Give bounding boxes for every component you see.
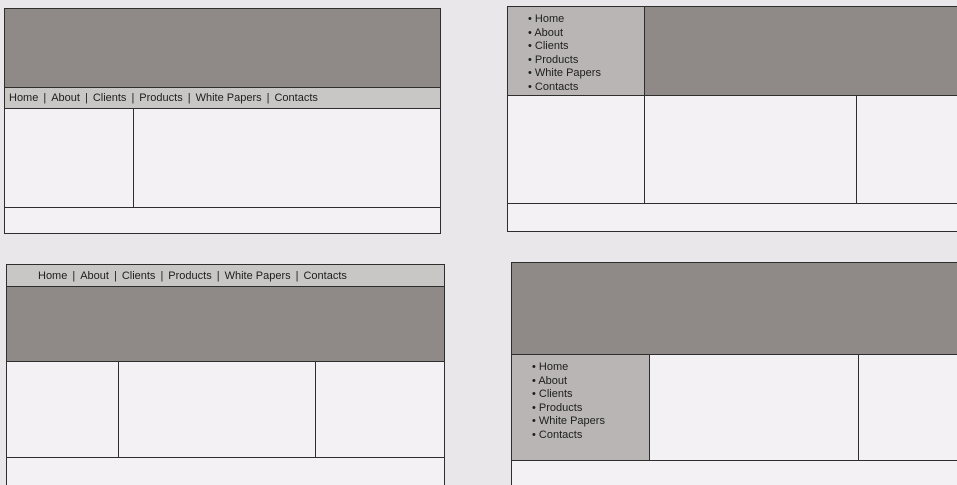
nav-separator: | (113, 269, 117, 282)
nav-item-contacts[interactable]: • Contacts (528, 81, 644, 95)
nav-separator: | (295, 269, 299, 282)
horizontal-nav (7, 265, 445, 287)
header-divider (508, 95, 957, 96)
nav-separator: | (160, 269, 164, 282)
nav-item-about[interactable]: • About (532, 375, 649, 389)
nav-item-white-papers[interactable]: White Papers (195, 92, 262, 104)
column-divider (858, 354, 859, 460)
nav-item-products[interactable]: • Products (532, 402, 649, 416)
nav-item-about[interactable]: About (80, 269, 109, 282)
nav-item-clients[interactable]: • Clients (532, 388, 649, 402)
footer-divider (508, 203, 957, 204)
header-banner (7, 287, 445, 361)
header-banner (512, 263, 957, 354)
nav-item-contacts[interactable]: Contacts (303, 269, 347, 282)
nav-separator: | (266, 92, 270, 104)
sidebar-nav (512, 355, 650, 460)
nav-item-white-papers[interactable]: • White Papers (532, 415, 649, 429)
column-divider (133, 109, 134, 207)
nav-item-products[interactable]: Products (168, 269, 212, 282)
column-divider (118, 361, 119, 457)
nav-item-white-papers[interactable]: White Papers (224, 269, 291, 282)
footer-divider (512, 460, 957, 461)
nav-separator: | (84, 92, 88, 104)
footer-divider (5, 207, 441, 208)
nav-item-home[interactable]: Home (9, 92, 39, 104)
nav-item-contacts[interactable]: Contacts (274, 92, 318, 104)
nav-item-about[interactable]: • About (528, 27, 644, 41)
nav-separator: | (187, 92, 191, 104)
nav-item-home[interactable]: Home (38, 269, 68, 282)
nav-item-about[interactable]: About (51, 92, 80, 104)
nav-item-clients[interactable]: Clients (92, 92, 127, 104)
layout-top-right (507, 6, 957, 232)
header-banner (5, 9, 441, 87)
nav-item-products[interactable]: Products (139, 92, 183, 104)
nav-separator: | (131, 92, 135, 104)
header-banner (645, 7, 957, 95)
nav-item-home[interactable]: • Home (532, 361, 649, 375)
column-divider (315, 361, 316, 457)
layout-bottom-right (511, 262, 957, 485)
nav-separator: | (216, 269, 220, 282)
sidebar-nav (508, 7, 645, 95)
nav-item-products[interactable]: • Products (528, 54, 644, 68)
nav-item-white-papers[interactable]: • White Papers (528, 67, 644, 81)
nav-item-contacts[interactable]: • Contacts (532, 429, 649, 443)
footer-divider (7, 457, 445, 458)
nav-item-home[interactable]: • Home (528, 13, 644, 27)
column-divider (856, 95, 857, 203)
header-divider (7, 361, 445, 362)
nav-separator: | (72, 269, 76, 282)
nav-item-clients[interactable]: • Clients (528, 40, 644, 54)
nav-item-clients[interactable]: Clients (121, 269, 156, 282)
column-divider (644, 95, 645, 203)
layout-top-left (4, 8, 441, 234)
horizontal-nav (5, 87, 441, 109)
layout-bottom-left (6, 264, 445, 485)
nav-separator: | (43, 92, 47, 104)
